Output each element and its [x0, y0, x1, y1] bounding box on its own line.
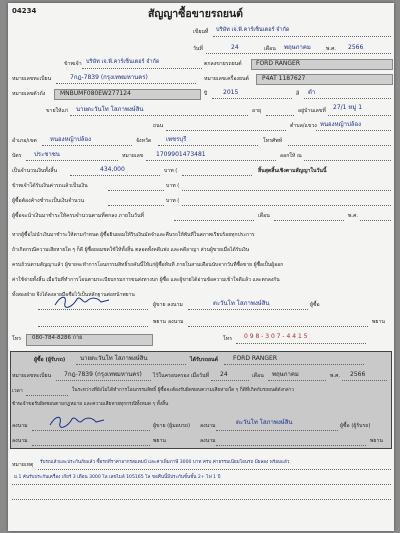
buyer-label: ขายให้แก่ [46, 108, 68, 114]
section2-received-label: ไว้ในครอบครอง เมื่อวันที่ [153, 373, 210, 379]
price-note: สิ้นสุดสิ้นเชิงตามสัญญาในวันนี้ [258, 168, 327, 174]
year-label: พ.ศ. [326, 46, 337, 52]
section2-witness-name: ตะวันโท โสภาพงษ์สิน [236, 419, 293, 426]
subdistrict-label: ตำบล/แขวง [290, 123, 317, 129]
seller-name: บริษัท เจ.พี.คาร์เซ็นเตอร์ จำกัด [86, 59, 160, 65]
section2-day: 24 [220, 371, 228, 378]
date-year: 2566 [348, 44, 364, 51]
section2-sign-label: ลงนาม [12, 423, 28, 429]
phone-label-1: โทร [12, 336, 21, 342]
section2-seller-label: ผู้ขาย (ผู้มอบรถ) [153, 423, 191, 429]
id-type-value: ประชาชน [34, 151, 60, 158]
road-label: ถนน [153, 123, 164, 129]
term-line-1: หากผู้ซื้อไม่นำเงินมาชำระให้ตามกำหนด ผู้ซื้อยินยอมให้ริบเงินมัดจำและคืนรถให้พันที่ในสภาพเรียบร้อยทุกประการ [12, 232, 255, 238]
section2-line2: ข้าพเจ้าขอรับผิดชอบตามกฎหมาย และความเสียหายทุกกรณีทั้งหมด ๆ ทั้งสิ้น [12, 402, 169, 407]
buyer-pays-label: ผู้ซื้อต้องค้างชำระเป็นเงินจำนวน [12, 198, 85, 204]
district-label: อำเภอ/เขต [12, 138, 37, 144]
id-no-label: หมายเลข [122, 153, 144, 159]
witness-name-1: ตะวันโท โสภาพงษ์สิน [213, 300, 270, 307]
term-line-4: ค่าใช้จ่ายทั้งสิ้น เมื่อวันที่ทำการโอนตามระเบียบกรมการขนส่งทางบก ผู้ซื้อ และผู้ขายได้อ่านข้อความเข้าใจดีแล้ว และตกลงกัน [12, 277, 280, 283]
price-label: เป็นจำนวนเงินทั้งสิ้น [12, 168, 58, 174]
province-label: จังหวัด [136, 138, 152, 144]
buyer-name: นายตะวันโท โสภาพงษ์สิน [76, 106, 144, 113]
model-year-label: ปี [204, 91, 208, 97]
section2-buyer-label: ผู้ซื้อ (ผู้รับรถ) [34, 357, 66, 363]
written-at-label: เขียนที่ [193, 29, 209, 35]
address-value: 27/1 หมู่ 1 [333, 104, 363, 111]
brand-label: ตกลงขายรถยนต์ [204, 61, 242, 67]
note-line2: ม.1 ค้นรับประกันเครื่อง เกียร์ 3 เดือน 3000 โล เลขไมล์ 105165 โล ขอคืนนี้มีประกันขั้นชั้น 2+ ไฟ 1 ปี [14, 475, 221, 480]
section2-witness2-label: พยาน [370, 438, 383, 444]
term-line-2: ถ้าเกิดกรณีความเสียหายใด ๆ ก็ดี ผู้ซื้อยอมชดใช้ให้ทั้งสิ้น ตลอดทั้งคดีแพ่ง และคดีอาญา ส่วนผู้ขายเมื่อได้รับเงิน [12, 247, 250, 253]
paid-label: ข้าพเจ้าได้รับเงินค่ารถแล้วเป็นเงิน [12, 183, 88, 189]
witness-label-2: พยาน [372, 319, 385, 325]
term-line-5: ทั้งสองฝ่าย จึงได้ลงลายมือชื่อไว้เป็นหลักฐานต่อหน้าพยาน [12, 292, 135, 298]
section2-month: พฤษภาคม [272, 371, 299, 378]
note-label: หมายเหตุ [12, 462, 34, 468]
contract-page: 04234 สัญญาซื้อขายรถยนต์ เขียนที่ บริษัท เจ.พี.คาร์เซ็นเตอร์ จำกัด วันที่ 24 เดือน พฤษภาคม พ.ศ. 2566 ข้าพเจ้า บริษัท เจ.พี.คาร์เซ็นเตอร์ จำกัด ตกลงขายรถยนต์ FORD RANGER หมายเลขทะเบียน 7กฎ-7839 (กรุงเทพมหานคร) หมายเลขเครื่องยนต์ P4AT 1187627 หมายเลขตัวถัง MNBUMF080EW277124 ปี 2015 สี ดำ ขายให้แก่ นายตะวันโท โสภาพงษ์สิน อายุ อยู่บ้านเลขที่ 27/1 หมู่ 1 ถนน ตำบล/แขวง อำเภอ/เขต หนองหญ้าปล้อง จังหวัด เพชรบุรี โทรศัพท์ หนองหญ้าปล้อง บัตร ประชาชน หมายเลข 1709901473481 ออกให้ ณ เป็นจำนวนเงินทั้งสิ้น 434,000 บาท ( สิ้นสุดสิ้นเชิงตามสัญญาในวันนี้ ข้าพเจ้าได้รับเงินค่ารถแล้วเป็นเงิน บาท ( ผู้ซื้อต้องค้างชำระเป็นเงินจำนวน บาท ( ผู้ซื้อจะนำเงินมาชำระให้ครบจำนวนตามที่ตกลง ภายในวันที่ เดือน พ.ศ. หากผู้ซื้อไม่นำเงินมาชำระให้ตามกำหนด ผู้ซื้อยินยอมให้ริบเงินมัดจำและคืนรถให้พันที่ในสภาพเรียบร้อยทุกประการ ถ้าเกิดกรณีความเสียหายใด ๆ ก็ดี ผู้ซื้อยอมชดใช้ให้ทั้งสิ้น ตลอดทั้งคดีแพ่ง และคดีอาญา ส่วนผู้ขายเมื่อได้รับเงิน ครบถ้วนตามสัญญาแล้ว ผู้ขายจะทำการโอนกรรมสิทธิ์รถคันนี้ให้แก่ผู้ซื้อทันที ภายในสามเดือนนับจากวันที่ซื้อขาย ผู้ซื้อเป็นผู้ออก ค่าใช้จ่ายทั้งสิ้น เมื่อวันที่ทำการโอนตามระเบียบกรมการขนส่งทางบก ผู้ซื้อ และผู้ขายได้อ่านข้อความเข้าใจดีแล้ว และตกลงกัน ทั้งสองฝ่าย จึงได้ลงลายมือชื่อไว้เป็นหลักฐานต่อหน้าพยาน ผู้ขาย ลงนาม ตะวันโท โสภาพงษ์สิน ผู้ซื้อ พยาน ลงนาม พยาน โทร 080-784-8286 กาย โทร 0 9 8 - 3 0 7 - 4 4 1 5 ผู้ซื้อ (ผู้รับรถ) นายตะวันโท โสภาพงษ์สิน ได้รับรถยนต์ FORD RANGER หมายเลขทะเบียน 7กฎ-7839 (กรุงเทพมหานคร) ไว้ในครอบครอง เมื่อวันที่ 24 เดือน พฤษภาคม พ.ศ. 2566 เวลา ในระหว่างที่ยังไม่ได้ทำการโอนกรรมสิทธิ์ ผู้ซื้อจะต้องรับผิดชอบความเสียหายใด ๆ ก็ดีที่เกิดกับรถยนต์ดังกล่าว ข้าพเจ้าขอรับผิดชอบตามกฎหมาย และความเสียหายทุกกรณีทั้งหมด ๆ ทั้งสิ้น ลงนาม ผู้ขาย (ผู้มอบรถ) ลงนาม ตะวันโท โสภาพงษ์สิน ผู้ซื้อ (ผู้รับรถ) ลงนาม พยาน ลงนาม พยาน หมายเหตุ รับรถแล้วและประกันภัยแล้ว ซื้อรถที่ราคาอากรสแตมป์ และค่าเพิ่มภาษี 3000 บาท ครบ ค่าธรรมเนียมโอนรถ มีผลอง พร้อมแล้ว ม.1 ค้นรับประกันเครื่อง เกียร์ 3 เดือน 3000 โล เลขไมล์ 105165 โล ขอคืนนี้มีประกันขั้นชั้น 2+ ไฟ 1 ปี [8, 3, 394, 531]
engine-value: P4AT 1187627 [262, 75, 306, 82]
section2-witness1-label: พยาน [153, 438, 166, 444]
contract-title: สัญญาซื้อขายรถยนต์ [148, 8, 244, 20]
issued-label: ออกให้ ณ [280, 153, 302, 159]
brand-value: FORD RANGER [256, 60, 300, 67]
term-line-3: ครบถ้วนตามสัญญาแล้ว ผู้ขายจะทำการโอนกรรมสิทธิ์รถคันนี้ให้แก่ผู้ซื้อทันที ภายในสามเดือนนับจากวันที่ซื้อขาย ผู้ซื้อเป็นผู้ออก [12, 262, 284, 268]
plate-value: 7กฎ-7839 (กรุงเทพมหานคร) [70, 74, 148, 81]
phone-seller: 080-784-8286 กาย [32, 335, 83, 341]
seller-sign-label: ผู้ขาย ลงนาม [153, 302, 183, 308]
district-value: หนองหญ้าปล้อง [50, 136, 92, 143]
chassis-value: MNBUMF080EW277124 [60, 90, 131, 97]
price-baht: บาท ( [164, 168, 178, 174]
price-amount: 434,000 [100, 166, 125, 173]
buyer-sign-label-1: ผู้ซื้อ [310, 302, 320, 308]
section2-buyer-name: นายตะวันโท โสภาพงษ์สิน [80, 355, 148, 362]
receipt-section [10, 351, 392, 449]
subdistrict-value: หนองหญ้าปล้อง [320, 121, 362, 128]
remain-label: ผู้ซื้อจะนำเงินมาชำระให้ครบจำนวนตามที่ตกลง ภายในวันที่ [12, 213, 144, 219]
section2-plate: 7กฎ-7839 (กรุงเทพมหานคร) [64, 371, 142, 378]
id-type-label: บัตร [12, 153, 22, 159]
phone-label-2: โทร [223, 336, 232, 342]
seller-signature-1 [53, 293, 113, 311]
date-label: วันที่ [193, 46, 203, 52]
phone-label: โทรศัพท์ [263, 138, 283, 144]
id-no-value: 1709901473481 [156, 151, 206, 158]
color-label: สี [296, 91, 300, 97]
plate-label: หมายเลขทะเบียน [12, 76, 52, 82]
document-number: 04234 [12, 7, 37, 15]
section2-plate-label: หมายเลขทะเบียน [12, 373, 52, 379]
written-at-value: บริษัท เจ.พี.คาร์เซ็นเตอร์ จำกัด [216, 27, 290, 33]
address-label: อยู่บ้านเลขที่ [298, 108, 326, 114]
section2-time-label: เวลา [12, 388, 23, 394]
section2-car-label: ได้รับรถยนต์ [190, 357, 218, 363]
seller-label: ข้าพเจ้า [64, 61, 82, 67]
month-label: เดือน [264, 46, 276, 52]
engine-label: หมายเลขเครื่องยนต์ [204, 76, 249, 82]
date-month: พฤษภาคม [284, 44, 311, 51]
section2-year: 2566 [350, 371, 366, 378]
note-text: รับรถแล้วและประกันภัยแล้ว ซื้อรถที่ราคาอากรสแตมป์ และค่าเพิ่มภาษี 3000 บาท ครบ ค่าธรรมเนียมโอนรถ มีผลอง พร้อมแล้ว [40, 460, 290, 465]
province-value: เพชรบุรี [166, 136, 187, 143]
witness-label-1: พยาน [153, 319, 166, 325]
color-value: ดำ [308, 89, 316, 96]
section2-car: FORD RANGER [233, 355, 277, 362]
phone-buyer: 0 9 8 - 3 0 7 - 4 4 1 5 [244, 333, 308, 340]
chassis-label: หมายเลขตัวถัง [12, 91, 46, 97]
seller-signature-2 [48, 413, 108, 431]
date-day: 24 [231, 44, 239, 51]
model-year-value: 2015 [223, 89, 239, 96]
section2-line1: ในระหว่างที่ยังไม่ได้ทำการโอนกรรมสิทธิ์ ผู้ซื้อจะต้องรับผิดชอบความเสียหายใด ๆ ก็ดีที่เกิดกับรถยนต์ดังกล่าว [72, 388, 295, 393]
age-label: อายุ [252, 108, 262, 114]
section2-buyer-receive-label: ผู้ซื้อ (ผู้รับรถ) [340, 423, 371, 429]
